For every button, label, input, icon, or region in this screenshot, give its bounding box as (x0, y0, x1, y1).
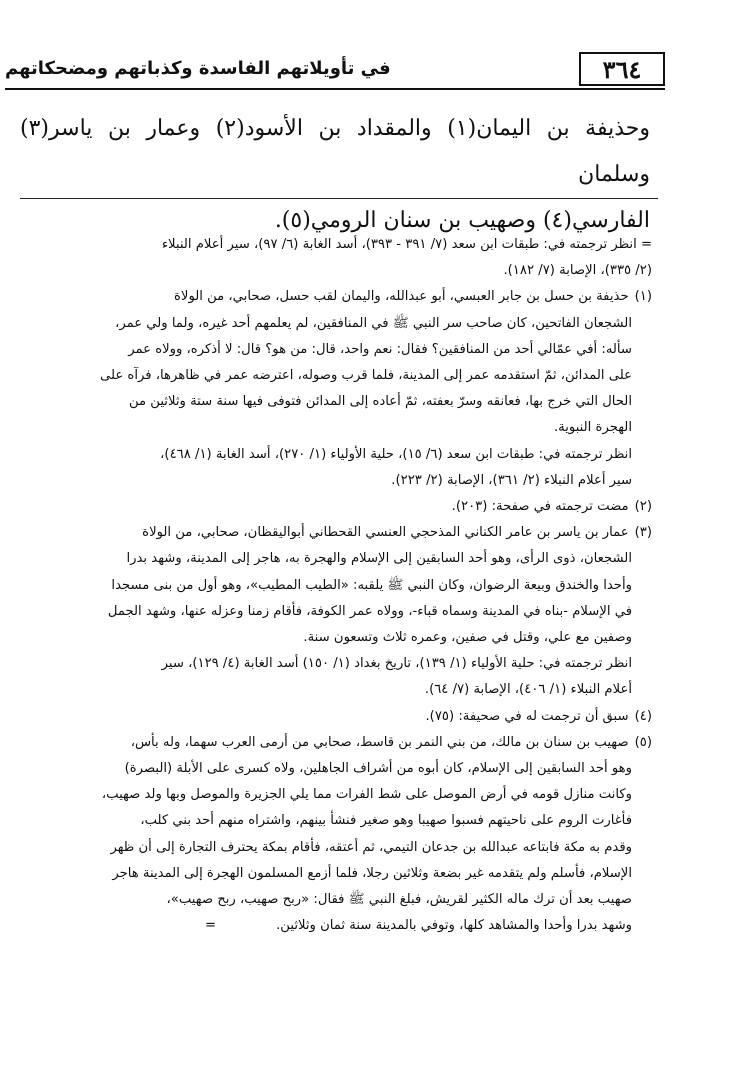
footnote-text: في الإسلام -بناه في المدينة وسماه قباء-، وولاه عمر الكوفة، فأقام زمنا وعزله عنها، وشهد الجمل (107, 603, 632, 619)
footnote-line (12, 311, 652, 337)
footnote-text: وقدم به مكة فابتاعه عبدالله بن جدعان التيمي، ثم أعتقه، فأقام بمكة يحترف التجارة إلى أن ظهر (110, 839, 632, 855)
footnote-text: صهيب بعد أن ترك ماله الكثير لقريش، فبلغ النبي ﷺ فقال: «ربح صهيب، ربح صهيب»، (166, 892, 632, 908)
footnote-line (12, 730, 652, 756)
footnote (12, 494, 652, 520)
footnote-text: انظر ترجمته في: حلية الأولياء (١/ ١٣٩)، تاريخ بغداد (١/ ١٥٠) أسد الغابة (٤/ ١٢٩)، سير (161, 656, 632, 672)
footnote (12, 284, 652, 494)
footnote-line (12, 625, 652, 651)
footnotes (12, 232, 652, 939)
main-text (20, 106, 650, 244)
footnote-line (12, 389, 652, 415)
footnote-text: الشجعان، ذوى الرأى، وهو أحد السابقين إلى الإسلام والهجرة به، هاجر إلى المدينة، وشهد بدرا (126, 551, 632, 567)
footnote-line (12, 835, 652, 861)
footnote-text: الهجرة النبوية. (553, 420, 632, 436)
footnote-line (12, 232, 652, 258)
footnote-text: سير أعلام النبلاء (٢/ ٣٦١)، الإصابة (٢/ ٢٢٣). (391, 472, 632, 488)
footnote-line (12, 573, 652, 599)
footnote-line (12, 337, 652, 363)
footnote-number: (١) (634, 289, 652, 305)
footnote-number: (٥) (634, 734, 652, 750)
footnote-number: (٢) (634, 499, 652, 515)
footnote-text: (٢/ ٣٣٥)، الإصابة (٧/ ١٨٢). (503, 263, 652, 279)
footnote-text: فأغارت الروم على ناحيتهم فسبوا صهيبا وهو صغير فنشأ بينهم، واشتراه منهم أحد بني كلب، (140, 813, 632, 829)
footnote-line (12, 520, 652, 546)
footnote-number: (٤) (634, 708, 652, 724)
footnote-separator (20, 198, 658, 199)
footnote-text: = انظر ترجمته في: طبقات ابن سعد (٧/ ٣٩١ - ٣٩٣)، أسد الغابة (٦/ ٩٧)، سير أعلام النبلاء (161, 237, 652, 252)
main-line: وحذيفة بن اليمان(١) والمقداد بن الأسود(٢) وعمار بن ياسر(٣) وسلمان (20, 116, 650, 187)
footnote-text: عمار بن ياسر بن عامر الكناني المذحجي العنسي القحطاني أبواليقظان، صحابي، من الولاة (142, 525, 629, 541)
footnote-line (12, 363, 652, 389)
footnote-line (12, 677, 652, 703)
footnote-line (12, 415, 652, 441)
footnote-text: على المدائن، ثمّ استقدمه عمر إلى المدينة، فلما قرب وصوله، اعترضه عمر في ظاهرها، فرآه على (100, 368, 632, 384)
footnote-text: وأحدا والخندق وبيعة الرضوان، وكان النبي ﷺ يلقبه: «الطيب المطيب»، وهو أول من بنى مسجدا (111, 577, 632, 593)
footnote (12, 232, 652, 284)
footnote-line (12, 546, 652, 572)
footnote-line (12, 651, 652, 677)
footnote-line (12, 442, 652, 468)
footnote-text: سبق أن ترجمت له في صحيفة: (٧٥). (425, 708, 629, 724)
footnote-text: أعلام النبلاء (١/ ٤٠٦)، الإصابة (٧/ ٦٤). (424, 682, 632, 698)
footnote-number: (٣) (634, 525, 652, 541)
footnote (12, 730, 652, 940)
footnote-text: صهيب بن سنان بن مالك، من بني النمر بن قاسط، صحابي من أرمى العرب سهما، وله بأس، (130, 734, 629, 750)
footnote-text: حذيفة بن حسل بن جابر العبسي، أبو عبدالله، واليمان لقب حسل، صحابي، من الولاة (174, 289, 629, 305)
footnote-line (12, 704, 652, 730)
footnote-text: انظر ترجمته في: طبقات ابن سعد (٦/ ١٥)، حلية الأولياء (١/ ٢٧٠)، أسد الغابة (١/ ٤٦٨)، (160, 446, 632, 462)
footnote-text: الشجعان الفاتحين، كان صاحب سر النبي ﷺ في المنافقين، لم يعلمهم أحد غيره، ولما ولي عمر، (115, 315, 632, 331)
continuation-mark: = (205, 918, 217, 934)
footnote-line (12, 284, 652, 310)
footnote-line (12, 887, 652, 913)
main-line: الفارسي(٤) وصهيب بن سنان الرومي(٥). (274, 208, 650, 233)
footnote-text: سأله: أفي عمّالي أحد من المنافقين؟ فقال: نعم واحد، قال: من هو؟ قال: لا أذكره، وولاه عمر (128, 341, 632, 357)
footnote-text: وصفين مع علي، وقتل في صفين، وعمره ثلاث وتسعون سنة. (303, 630, 632, 646)
footnote-line (12, 808, 652, 834)
running-title: في تأويلاتهم الفاسدة وكذباتهم ومضحكاتهم (5, 58, 391, 79)
footnote-text: وشهد بدرا وأحدا والمشاهد كلها، وتوفي بالمدينة سنة ثمان وثلاثين. (276, 918, 632, 934)
footnote-text: مضت ترجمته في صفحة: (٢٠٣). (451, 499, 629, 515)
footnote (12, 520, 652, 703)
footnote-text: الحال التي خرج بها، فعانقه وسرّ بعفته، ثمّ أعاده إلى المدائن فتوفى فيها سنة ستة وثلاثين من (128, 394, 632, 410)
footnote-line (12, 782, 652, 808)
footnote-line (12, 494, 652, 520)
footnote-line (12, 258, 652, 284)
footnote-line (12, 599, 652, 625)
footnote-text: وهو أحد السابقين إلى الإسلام، كان أبوه من أشراف الجاهلين، ولاه كسرى على الأبلة (البصرة) (124, 761, 632, 777)
page-number: ٣٦٤ (579, 52, 665, 86)
header-rule (5, 88, 665, 90)
footnote-text: الإسلام، فأسلم ولم يتقدمه غير بضعة وثلاثين رجلا، فلما أزمع المسلمون الهجرة إلى المدينة هاجر (112, 865, 632, 881)
footnote-line (12, 913, 652, 939)
footnote-line (12, 468, 652, 494)
footnote (12, 704, 652, 730)
footnote-line (12, 861, 652, 887)
footnote-text: وكانت منازل قومه في أرض الموصل على شط الفرات مما يلي الجزيرة والموصل وبها ولد صهيب، (101, 787, 632, 803)
page-header (5, 52, 665, 86)
footnote-line (12, 756, 652, 782)
